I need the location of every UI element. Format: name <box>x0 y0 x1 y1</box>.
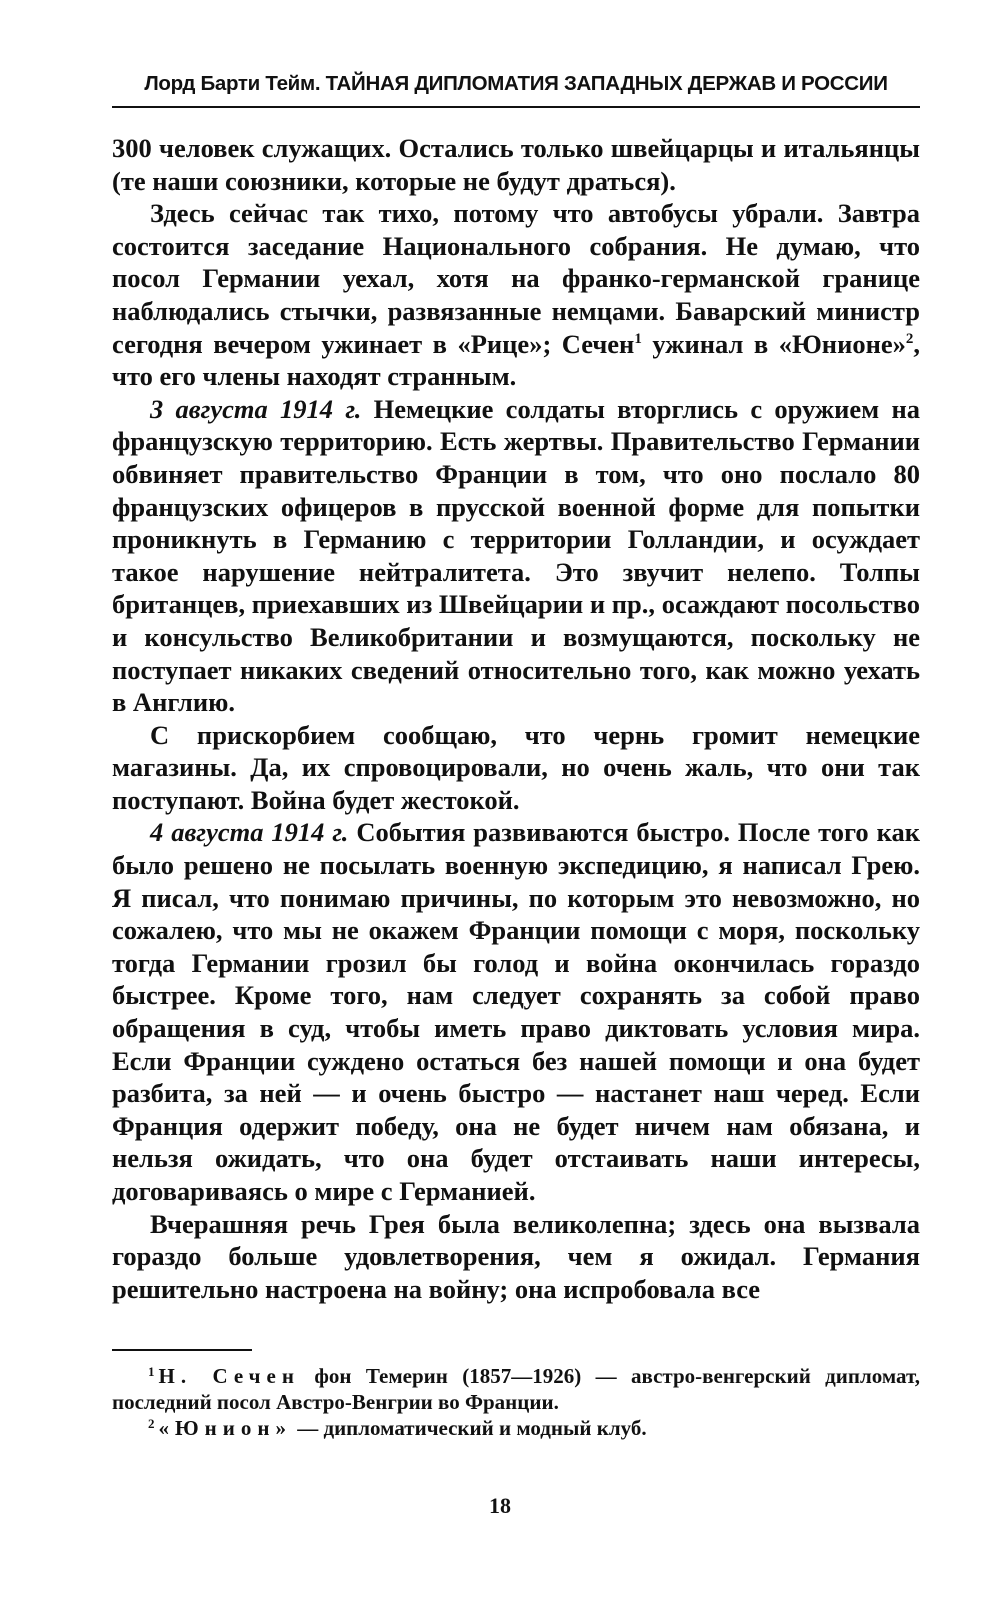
footnote-2 <box>112 1415 920 1441</box>
paragraph-2-text-c: , что его члены находят странным. <box>112 328 920 392</box>
paragraph-6: Вчерашняя речь Грея была великолепна; здесь она вызвала гораздо больше удовлетворения, чем я ожидал. Германия решительно настроена на войну; она испробовала все <box>112 1208 920 1304</box>
entry-date-aug-3: 3 августа 1914 г. <box>150 393 362 424</box>
paragraph-2-text-b: ужинал в «Юнионе» <box>641 328 906 359</box>
paragraph-1: 300 человек служащих. Остались только швейцарцы и итальянцы (те наши союзники, которые не будут драться). <box>112 133 920 196</box>
footnote-1-mark: 1 <box>148 1364 155 1380</box>
footnote-1 <box>112 1363 920 1415</box>
footnote-2-mark: 2 <box>148 1416 155 1432</box>
paragraph-2 <box>112 197 920 393</box>
entry-date-aug-4: 4 августа 1914 г. <box>150 817 349 848</box>
footnotes <box>112 1363 920 1441</box>
header-rule <box>112 106 920 108</box>
page-number: 18 <box>489 1493 511 1518</box>
running-head: Лорд Барти Тейм. ТАЙНАЯ ДИПЛОМАТИЯ ЗАПАДНЫХ ДЕРЖАВ И РОССИИ <box>144 72 888 95</box>
footnote-ref-2[interactable]: 2 <box>905 330 914 347</box>
paragraph-5-text: События развиваются быстро. После того как было решено не посылать военную экспедицию, я написал Грею. Я писал, что понимаю причины, по которым это невозможно, но сожалею, что мы не окажем Франции помощи с моря, поскольку тогда Германии грозил бы голод и война окончилась гораздо быстрее. Кроме того, нам следует сохранять за собой право обращения в суд, чтобы иметь право диктовать условия мира. Если Франции суждено остаться без нашей помощи и она будет разбита, за ней — и очень быстро — настанет наш черед. Если Франция одержит победу, она не будет ничем нам обязана, и нельзя ожидать, что она будет отстаивать наши интересы, договариваясь о мире с Германией. <box>112 817 920 1206</box>
paragraph-3 <box>112 393 920 719</box>
footnote-1-name: Н. Сечен <box>158 1364 300 1389</box>
body-text <box>112 132 920 1305</box>
footnote-1-text: фон Темерин (1857—1926) — австро-венгерский дипломат, последний посол Австро-Венгрии во Франции. <box>112 1364 920 1415</box>
footnote-rule <box>112 1349 252 1351</box>
paragraph-5 <box>112 816 920 1207</box>
paragraph-4: С прискорбием сообщаю, что чернь громит немецкие магазины. Да, их спровоцировали, но очень жаль, что они так поступают. Война будет жестокой. <box>112 719 920 815</box>
paragraph-2-text-a: Здесь сейчас так тихо, потому что автобусы убрали. Завтра состоится заседание Национального собрания. Не думаю, что посол Германии уехал, хотя на франко-германской границе наблюдались стычки, развязанные немцами. Баварский министр сегодня вечером ужинает в «Рице»; Сечен <box>112 198 920 359</box>
footnote-2-name: «Юнион» <box>158 1416 292 1441</box>
footnote-2-text: — дипломатический и модный клуб. <box>291 1416 647 1441</box>
book-page <box>112 72 920 1441</box>
paragraph-3-text: Немецкие солдаты вторглись с оружием на французскую территорию. Есть жертвы. Правительство Германии обвиняет правительство Франции в том, что оно послало 80 французских офицеров в прусской военной форме для попытки проникнуть в Германию с территории Голландии, и осуждает такое нарушение нейтралитета. Это звучит нелепо. Толпы британцев, приехавших из Швейцарии и пр., осаждают посольство и консульство Великобритании и возмущаются, поскольку не поступает никаких сведений относительно того, как можно уехать в Англию. <box>112 393 920 718</box>
footnote-ref-1[interactable]: 1 <box>634 330 642 347</box>
